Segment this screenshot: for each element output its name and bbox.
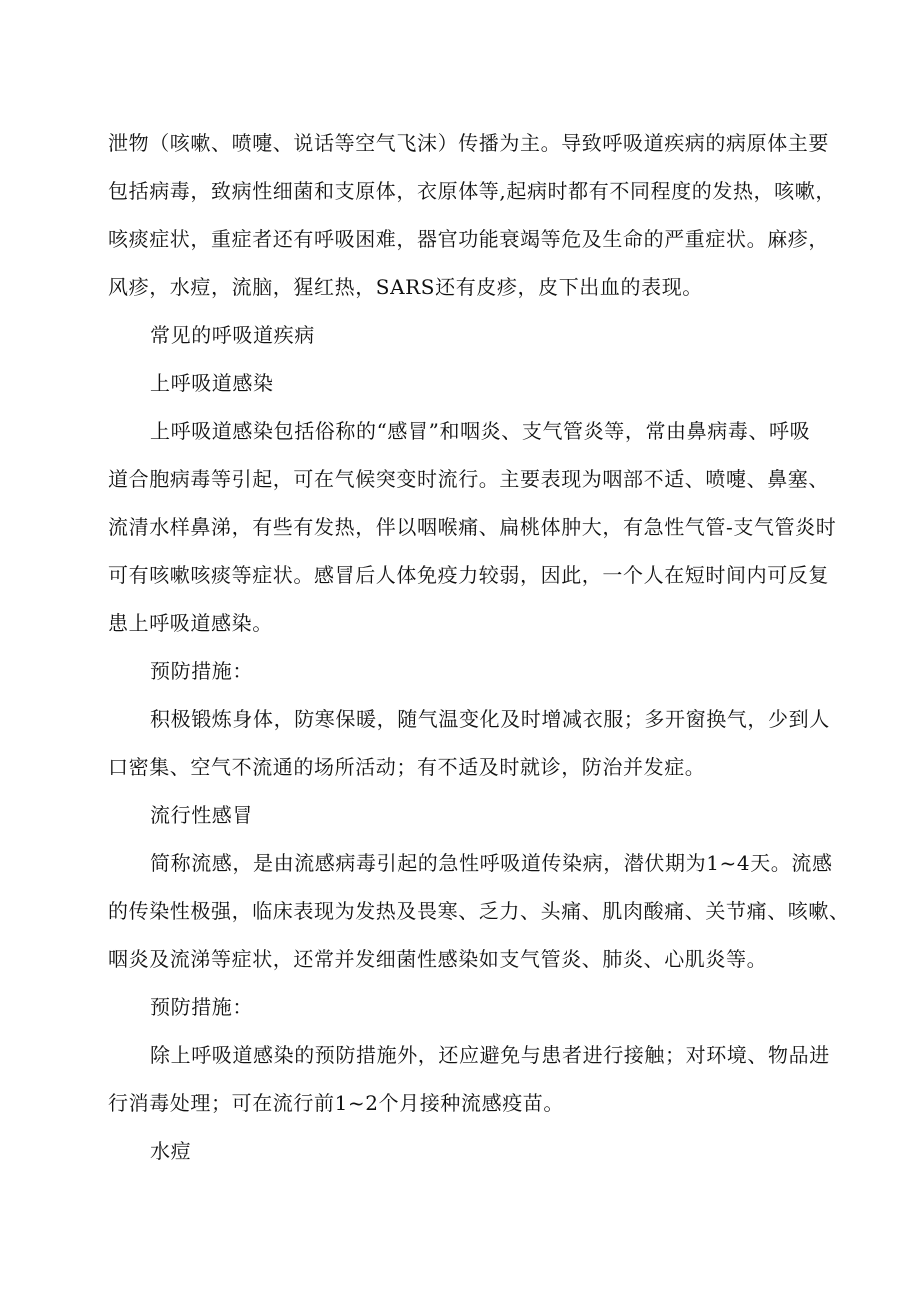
section-heading: 流行性感冒 (150, 803, 253, 827)
paragraph-line: 道合胞病毒等引起，可在气候突变时流行。主要表现为咽部不适、喷嚏、鼻塞、 (108, 467, 829, 491)
section-heading: 预防措施： (150, 995, 253, 1019)
section-heading: 预防措施： (150, 659, 253, 683)
section-heading: 上呼吸道感染 (150, 371, 274, 395)
paragraph-line: 简称流感，是由流感病毒引起的急性呼吸道传染病，潜伏期为1~4天。流感 (150, 851, 833, 875)
paragraph-line: 积极锻炼身体，防寒保暖，随气温变化及时增减衣服；多开窗换气，少到人 (150, 707, 830, 731)
section-heading: 常见的呼吸道疾病 (150, 323, 315, 347)
paragraph-line: 上呼吸道感染包括俗称的“感冒”和咽炎、支气管炎等，常由鼻病毒、呼吸 (150, 419, 811, 443)
section-heading: 水痘 (150, 1139, 192, 1163)
paragraph-line: 行消毒处理；可在流行前1~2个月接种流感疫苗。 (108, 1091, 565, 1115)
paragraph-line: 咳痰症状，重症者还有呼吸困难，器官功能衰竭等危及生命的严重症状。麻疹， (108, 227, 829, 251)
paragraph-line: 泄物（咳嗽、喷嚏、说话等空气飞沫）传播为主。导致呼吸道疾病的病原体主要 (108, 131, 829, 155)
paragraph-line: 包括病毒，致病性细菌和支原体，衣原体等,起病时都有不同程度的发热，咳嗽， (108, 179, 836, 203)
paragraph-line: 患上呼吸道感染。 (108, 611, 273, 635)
paragraph-line: 流清水样鼻涕，有些有发热，伴以咽喉痛、扁桃体肿大，有急性气管-支气管炎时 (108, 515, 837, 539)
paragraph-line: 口密集、空气不流通的场所活动；有不适及时就诊，防治并发症。 (108, 755, 706, 779)
paragraph-line: 除上呼吸道感染的预防措施外，还应避免与患者进行接触；对环境、物品进 (150, 1043, 830, 1067)
paragraph-line: 风疹，水痘，流脑，猩红热，SARS还有皮疹，皮下出血的表现。 (108, 275, 703, 299)
paragraph-line: 的传染性极强，临床表现为发热及畏寒、乏力、头痛、肌肉酸痛、关节痛、咳嗽、 (108, 899, 850, 923)
paragraph-line: 咽炎及流涕等症状，还常并发细菌性感染如支气管炎、肺炎、心肌炎等。 (108, 947, 768, 971)
paragraph-line: 可有咳嗽咳痰等症状。感冒后人体免疫力较弱，因此，一个人在短时间内可反复 (108, 563, 829, 587)
